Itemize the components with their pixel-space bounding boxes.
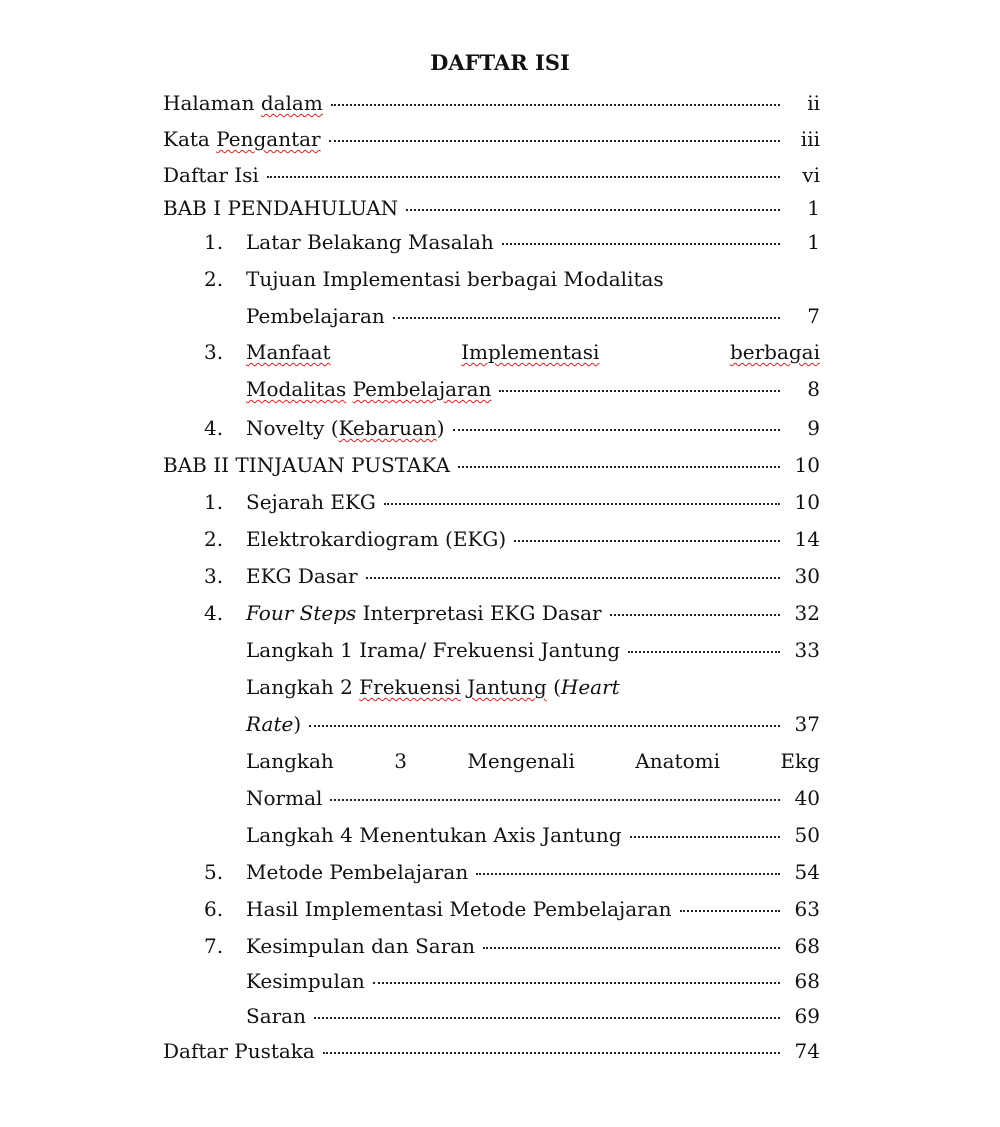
toc-entry [246, 749, 820, 779]
toc-entry-number: 5. [204, 860, 224, 884]
toc-entry-number: 4. [204, 416, 224, 440]
toc-entry-title [163, 1039, 315, 1063]
toc-entry-page: 74 [794, 1039, 820, 1063]
toc-entry-text: 3 [394, 749, 407, 773]
toc-entry [246, 304, 820, 334]
toc-entry-text: Hasil Implementasi Metode Pembelajaran [246, 897, 672, 921]
toc-entry-text: Heart [560, 675, 620, 699]
dot-leader [502, 243, 780, 245]
toc-entry [204, 416, 820, 446]
toc-entry-title [246, 934, 475, 958]
toc-entry-page: 69 [794, 1004, 820, 1028]
toc-entry [163, 91, 820, 121]
toc-entry-title [246, 377, 491, 401]
toc-entry-text: Pembelajaran [246, 304, 385, 328]
toc-entry-text: Pengantar [216, 127, 321, 151]
toc-entry-title [163, 91, 323, 115]
toc-entry-text: Interpretasi EKG Dasar [356, 601, 602, 625]
toc-entry-text: Modalitas [246, 377, 347, 401]
toc-entry-title [246, 897, 672, 921]
dot-leader [329, 140, 780, 142]
toc-entry-number: 1. [204, 490, 224, 514]
toc-entry-title [246, 860, 468, 884]
toc-entry-title [246, 304, 385, 328]
toc-entry-title [246, 601, 602, 625]
dot-leader [393, 317, 780, 319]
toc-entry-number: 7. [204, 934, 224, 958]
toc-entry-title [163, 453, 450, 477]
toc-entry-text: Latar Belakang Masalah [246, 230, 494, 254]
toc-entry-page: 40 [794, 786, 820, 810]
toc-entry-text: Saran [246, 1004, 306, 1028]
toc-entry [204, 490, 820, 520]
dot-leader [476, 873, 780, 875]
toc-entry [163, 196, 820, 226]
toc-entry [204, 230, 820, 260]
toc-entry-title [246, 969, 365, 993]
toc-entry-text: Langkah [246, 749, 334, 773]
dot-leader [628, 651, 780, 653]
dot-leader [384, 503, 780, 505]
toc-entry-text: Anatomi [635, 749, 720, 773]
toc-entry-number: 2. [204, 267, 224, 291]
toc-entry-title [246, 712, 301, 736]
toc-entry [246, 969, 820, 999]
toc-entry-text: Ekg [780, 749, 820, 773]
toc-entry-title [163, 196, 398, 220]
toc-entry-text: Jantung [467, 675, 547, 699]
toc-entry-page: 14 [794, 527, 820, 551]
toc-entry-text: dalam [260, 91, 323, 115]
toc-entry-text: ) [436, 416, 445, 440]
toc-entry-text: Daftar Pustaka [163, 1039, 315, 1063]
toc-entry-number: 4. [204, 601, 224, 625]
toc-entry-text: Sejarah EKG [246, 490, 376, 514]
toc-entry-title [246, 786, 322, 810]
toc-entry-title [246, 638, 620, 662]
toc-entry [204, 934, 820, 964]
toc-entry-number: 1. [204, 230, 224, 254]
dot-leader [267, 176, 780, 178]
toc-entry [246, 377, 820, 407]
toc-entry-text: Langkah 1 Irama/ Frekuensi Jantung [246, 638, 621, 662]
toc-entry [204, 267, 820, 297]
toc-entry-page: 1 [807, 230, 820, 254]
toc-entry [246, 823, 820, 853]
toc-entry-text: Frekuensi [359, 675, 461, 699]
dot-leader [514, 540, 780, 542]
toc-entry-title [246, 490, 376, 514]
toc-entry-title [246, 823, 622, 847]
dot-leader [483, 947, 780, 949]
toc-entry-page: 68 [794, 934, 820, 958]
toc-entry-text: Manfaat [246, 340, 331, 364]
toc-entry [246, 786, 820, 816]
toc-entry-page: 63 [794, 897, 820, 921]
dot-leader [309, 725, 780, 727]
toc-entry-text: Pembelajaran [352, 377, 492, 401]
toc-entry-text: EKG Dasar [246, 564, 358, 588]
toc-entry [204, 860, 820, 890]
dot-leader [314, 1017, 780, 1019]
toc-entry [163, 163, 820, 193]
toc-entry-text: Novelty ( [246, 416, 339, 440]
toc-entry-text: Kata [163, 127, 217, 151]
toc-entry-text: Mengenali [467, 749, 575, 773]
toc-entry [163, 127, 820, 157]
toc-entry-title [246, 564, 358, 588]
toc-entry-page: 10 [794, 490, 820, 514]
toc-entry-text: Rate [246, 712, 294, 736]
toc-entry-page: 54 [794, 860, 820, 884]
toc-entry-page: 8 [807, 377, 820, 401]
toc-entry-title [246, 416, 445, 440]
toc-entry-page: 1 [807, 196, 820, 220]
toc-entry-title [163, 127, 321, 151]
toc-entry-page: 37 [794, 712, 820, 736]
toc-entry-text: ( [546, 675, 561, 699]
toc-entry-page: 32 [794, 601, 820, 625]
toc-entry-page: 7 [807, 304, 820, 328]
toc-entry-text: Metode Pembelajaran [246, 860, 469, 884]
dot-leader [406, 209, 780, 211]
toc-entry [246, 675, 820, 705]
toc-entry [163, 453, 820, 483]
toc-entry-text: BAB II TINJAUAN PUSTAKA [163, 453, 451, 477]
toc-entry-text: Kesimpulan [246, 969, 365, 993]
toc-entry [163, 1039, 820, 1069]
toc-entry [246, 1004, 820, 1034]
toc-entry [246, 638, 820, 668]
toc-entry-title [246, 267, 664, 291]
toc-entry-text: Tujuan Implementasi berbagai Modalitas [246, 267, 664, 291]
toc-entry-page: 10 [794, 453, 820, 477]
page-title: DAFTAR ISI [430, 50, 570, 75]
toc-entry-text: Implementasi [461, 340, 600, 364]
dot-leader [331, 104, 780, 106]
toc-entry-text: Four Steps [246, 601, 357, 625]
toc-entry-title [246, 1004, 306, 1028]
toc-entry [204, 527, 820, 557]
toc-entry-page: 9 [807, 416, 820, 440]
toc-entry-text: Halaman [163, 91, 261, 115]
toc-entry-text: BAB I PENDAHULUAN [163, 196, 399, 220]
dot-leader [330, 799, 780, 801]
toc-entry-text: Kebaruan [338, 416, 437, 440]
dot-leader [366, 577, 780, 579]
toc-entry-number: 3. [204, 564, 224, 588]
toc-entry-text: Elektrokardiogram (EKG) [246, 527, 507, 551]
toc-entry-page: 68 [794, 969, 820, 993]
toc-entry-text: Normal [246, 786, 323, 810]
toc-entry [204, 340, 820, 370]
dot-leader [453, 429, 780, 431]
dot-leader [630, 836, 780, 838]
toc-entry-page: ii [807, 91, 820, 115]
toc-entry [204, 897, 820, 927]
toc-entry-page: iii [800, 127, 820, 151]
toc-entry-title [246, 749, 820, 773]
toc-entry-text: Langkah 2 [246, 675, 360, 699]
toc-entry-title [246, 675, 620, 699]
dot-leader [680, 910, 780, 912]
toc-entry-text: Kesimpulan dan Saran [246, 934, 476, 958]
dot-leader [610, 614, 780, 616]
toc-entry-page: 33 [794, 638, 820, 662]
toc-entry-page: 30 [794, 564, 820, 588]
toc-entry-title [246, 230, 494, 254]
toc-entry-title [246, 527, 506, 551]
toc-entry-text: ) [293, 712, 302, 736]
toc-entry-page: 50 [794, 823, 820, 847]
toc-entry-number: 6. [204, 897, 224, 921]
toc-entry [204, 601, 820, 631]
dot-leader [499, 390, 780, 392]
toc-entry [246, 712, 820, 742]
dot-leader [458, 466, 780, 468]
toc-entry [204, 564, 820, 594]
toc-entry-title [246, 340, 820, 364]
toc-entry-number: 3. [204, 340, 224, 364]
toc-entry-text: Daftar Isi [163, 163, 259, 187]
dot-leader [373, 982, 780, 984]
toc-entry-page: vi [802, 163, 820, 187]
toc-entry-title [163, 163, 259, 187]
toc-entry-number: 2. [204, 527, 224, 551]
toc-entry-text: berbagai [729, 340, 820, 364]
toc-entry-text: Langkah 4 Menentukan Axis Jantung [246, 823, 622, 847]
dot-leader [323, 1052, 780, 1054]
